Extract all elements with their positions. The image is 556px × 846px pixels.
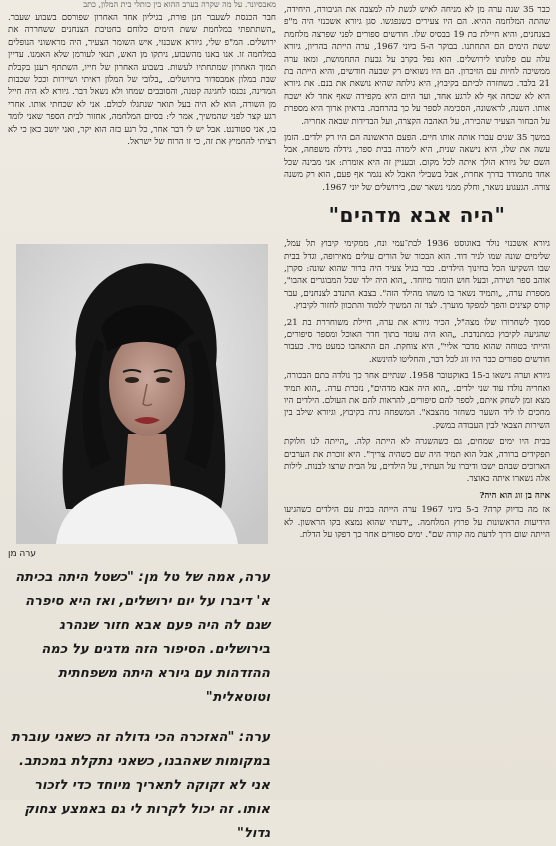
body-paragraph-4: בבית היו ימים שמחים, גם כשהשגרה לא הייתה קלה. „הייתה לנו חלוקת תפקידים ברורה, אבל הוא תמיד היה שם כשהיה צריך". היא זוכרת את הערבים הארוכים שבהם ישבו ודיברו על העתיד, על הילדים, על הבית שרצו לבנות. לילות אלה נשארו איתה כאוצר. xyxy=(284,437,550,485)
left-paragraph-1: חבר הכנסת לשעבר חנן פורת, בגיליון אחד האחרון שפורסם בשבוע שעבר. „השתתפתי במלחמת ששת הימים כלוחם בחטיבת הצנחנים ששחררה את ירושלים. המ"פ שלי, גיורא אשכנזי, איש השומר הצעיר, היה מראשוני הנופלים במלחמה זו. אנו באנו מהשבוע, ניתקו מן האש, תנאי לעורמן שלא האמנו. עדיין תמוך האחרון שמתחתיו לעשות. בשבוע האחרון של חייו, השתתף רענן בקבלת שבת במלון אמבסדור בירושלים. „בלובי של המלון ראיתי ושיירות וככל שכבות המדינה, נכנסו לחגיגה קטנה, והסובבים שמחו ולא נשאל דבר. גיורא לא היה חייל מן השורה, הוא לא היה בעל תואר שנתגלו לכולם. אני לא שכחתי אותו. אחרי רגע קצר לפני שהמשיך, אמר לי: בסיום המלחמה, אחזור לבית הספר שאני לומד בו, אני סטודנט. אבל יש לי דבר אחר, כל רגע כזה הוא יקר, ואני יושב כאן כי לא רציתי להחמיץ את זה, כי זו הרוח של ישראל. xyxy=(8,13,276,148)
article-column-left xyxy=(8,0,276,846)
clipped-top-line: מאבסיונר. על מה שקרה בערב ההוא בין כותלי בית המלון, כתב xyxy=(83,0,276,9)
left-top-text xyxy=(8,12,276,232)
section-headline: "היה אבא מדהים" xyxy=(328,203,506,228)
intro-paragraph-1: כבר 35 שנה ערה מן לא מניחה לאיש לגשת לה למצבה את הגיבורה, היחידה, שהתה המלחמה ההיא. הם היו צעירים כשנפגשו. סגן גיורא אשכנזי היה מ"פ בצנחנים, והיא חיילת בת 19 בבסיס שלו. חודשים ספורים לפני שפרצה מלחמת ששת הימים הם התחתנו. בבוקר ה-5 ביוני 1967, ערה הייתה בהריון, גיורא עלה עם פלוגתו לירושלים. הוא נפל בקרב על גבעת התחמושת, ומאז ערה ממשיכה לחיות עם הזיכרון. הם היו נשואים רק שבעה חודשים, והיא הייתה בת 21 בלבד. כשחזרה לביתם בקיבוץ, היא גילתה שהיא נושאת את בנם. את גיורא היא לא שכחה אף לא לרגע אחד, ועד היום היא מקפידה שאף אחד לא ישכח אותו. השנה, לראשונה, הסכימה לספר על כך בהרחבה. בראיון ארוך היא מספרת על הבחור הצעיר שהכירה, על האהבה הקצרה, ועל הבדידות שבאה אחריה. xyxy=(284,5,550,127)
portrait-photo xyxy=(16,244,268,544)
body-paragraph-2: סמוך לשחרורו שלו מצה"ל, הכיר גיורא את ערה, חיילת משוחררת בת 21, שהגיעה לקיבוץ כמתנדבת. „הוא היה עומד בתוך חדר האוכל ומספר סיפורים, והייתי בטוחה שהוא מדבר אליי", היא צוחקת. הם התאהבו כמעט מיד. כעבור חודשים ספורים כבר היו זוג לכל דבר, והחליטו להינשא. xyxy=(284,317,550,365)
article-column-right xyxy=(284,4,550,796)
body-paragraph-1: גיורא אשכנזי נולד באוגוסט 1936 לבת־עמי ונח, ממקימי קיבוץ תל עמל, שלימים שונה שמו לניר דוד. הוא הבכור של הורים עולים מאירופה, וגדל בבית שבו השקיעו הכל בחינוך הילדים. כבר בגיל צעיר היה ברור שהוא שונה: סקרן, אוהב ספר ושירה, ובעל חוש הומור מיוחד. „הוא היה ילד שכל המבוגרים אהבו", מספרת ערה, „ותמיד נשאר בו משהו מהילד הזה". בצבא התנדב לצנחנים, עבר קורס קצינים והפך למפקד מוערך. לצד זה המשיך ללמוד והתכוון לחזור לקיבוץ. xyxy=(284,239,550,312)
body-paragraph-3: גיורא וערה נישאו ב-15 באוקטובר 1958. שנתיים אחר כך נולדה בתם הבכורה, ואחריה נולדו עוד שני ילדים. „הוא היה אבא מדהים", נזכרת ערה. „הוא תמיד מצא זמן לשחק איתם, לספר להם סיפורים, להראות להם את העולם. הילדים היו מחכים לו ליד השער כשחזר מהצבא". המשפחה גרה בקיבוץ, וגיורא שילב בין השירות הצבאי לבין העבודה במשק. xyxy=(284,371,550,431)
portrait-illustration xyxy=(16,244,268,544)
photo-caption: ערה מן xyxy=(8,549,37,559)
pull-quote-2: ערה: "האזכרה הכי גדולה זה כשאני עוברת במקומות שאהבנו, כשאני נתקלת במכתב. אני לא זקוקה לתאריך מיוחד כדי לזכור אותו. זה יכול לקרות לי גם באמצע צחוק גדול" xyxy=(11,730,270,842)
pull-quote-1: ערה, אמה של טל מן: "כשטל היתה בכיתה א' דיברו על יום ירושלים, ואז היא סיפרה שגם לה היה פעם אבא חזור שנהרג בירושלים. הסיפור הזה מדגים על כמה ההזדהות עם גיורא היתה משפחתית וטוטאלית" xyxy=(15,570,270,706)
body-paragraph-5: אז מה בדיוק קרה? ב-5 ביוני 1967 ערה הייתה בבית עם הילדים כשהגיעו הידיעות הראשונות על פרוץ המלחמה. „ידעתי שהוא נמצא בקו הראשון. לא הייתה שום דרך לדעת מה קורה שם". ימים ספורים אחר כך דפקו על הדלת. xyxy=(284,505,550,541)
subhead: איזה בן זוג הוא היה? xyxy=(479,490,550,501)
intro-paragraph-2: במשך 35 שנים עברו אותה אותו חיים. הפעם הראשונה הם היו רק ילדים. הזמן עשה את שלו, היא נישאה שנית, היא לימדה בבית ספר, גידלה משפחה, אבל השם של גיורא הולך איתה לכל מקום. ובעניין זה היא אומרת: אני מבינה שכל אחד מתמודד בדרך אחרת, אבל בשבילי האבל לא נגמר אף פעם, הוא רק משנה צורה. הגעגוע נשאר, וחלק ממני נשאר שם, בירושלים של יוני 1967. xyxy=(284,133,550,193)
